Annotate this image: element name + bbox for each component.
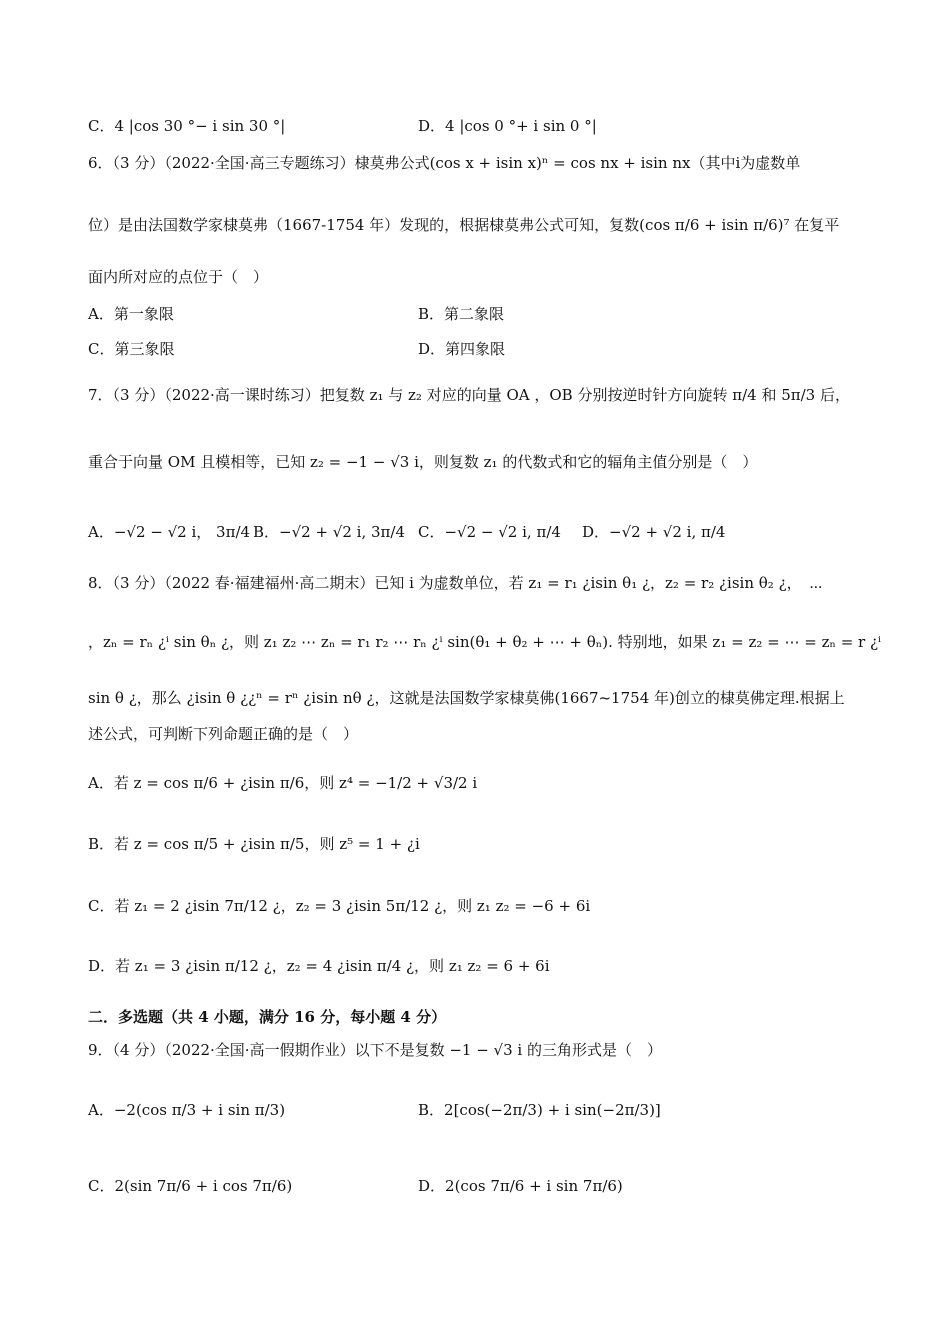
q5-option-c: C．4 |cos 30 °− i sin 30 °| xyxy=(88,117,286,135)
q6-stem-line1: 6．（3 分）（2022·全国·高三专题练习）棣莫弗公式(cos x + isin x)ⁿ = cos nx + isin nx（其中i为虚数单 xyxy=(88,154,801,172)
q9-option-d: D．2(cos 7π/6 + i sin 7π/6) xyxy=(418,1177,623,1195)
q9-option-b: B．2[cos(−2π/3) + i sin(−2π/3)] xyxy=(418,1101,661,1119)
q7-option-c: C．−√2 − √2 i, π/4 xyxy=(418,523,561,541)
q6-option-b: B．第二象限 xyxy=(418,305,505,323)
q9-option-a: A．−2(cos π/3 + i sin π/3) xyxy=(88,1101,286,1119)
q6-option-d: D．第四象限 xyxy=(418,340,506,358)
q5-option-d: D．4 |cos 0 °+ i sin 0 °| xyxy=(418,117,597,135)
q7-stem-line1: 7．（3 分）（2022·高一课时练习）把复数 z₁ 与 z₂ 对应的向量 OA ，OB 分别按逆时针方向旋转 π/4 和 5π/3 后， xyxy=(88,386,850,404)
q7-option-a: A．−√2 − √2 i， 3π/4 xyxy=(88,523,251,541)
q8-option-a: A．若 z = cos π/6 + ¿isin π/6，则 z⁴ = −1/2 + √3/2 i xyxy=(88,774,478,792)
section-heading-multiple-choice: 二．多选题（共 4 小题，满分 16 分，每小题 4 分） xyxy=(88,1008,447,1026)
q7-option-b: B．−√2 + √2 i, 3π/4 xyxy=(253,523,405,541)
q7-stem-line2: 重合于向量 OM 且模相等，已知 z₂ = −1 − √3 i，则复数 z₁ 的代数式和它的辐角主值分别是（ ） xyxy=(88,453,758,471)
q6-option-a: A．第一象限 xyxy=(88,305,174,323)
q6-stem-line3: 面内所对应的点位于（ ） xyxy=(88,268,269,286)
q6-stem-line2: 位）是由法国数学家棣莫弗（1667-1754 年）发现的，根据棣莫弗公式可知，复数(cos π/6 + isin π/6)⁷ 在复平 xyxy=(88,216,840,234)
q8-option-b: B．若 z = cos π/5 + ¿isin π/5，则 z⁵ = 1 + ¿i xyxy=(88,835,420,853)
q8-stem-line4: 述公式，可判断下列命题正确的是（ ） xyxy=(88,725,359,743)
q8-stem-line1: 8．（3 分）（2022 春·福建福州·高二期末）已知 i 为虚数单位，若 z₁ = r₁ ¿isin θ₁ ¿，z₂ = r₂ ¿isin θ₂ ¿， ⋯ xyxy=(88,574,823,592)
q8-stem-line2: ，zₙ = rₙ ¿ⁱ sin θₙ ¿，则 z₁ z₂ ⋯ zₙ = r₁ r₂ ⋯ rₙ ¿ⁱ sin(θ₁ + θ₂ + ⋯ + θₙ). 特别地，如果 z₁ = z₂ = ⋯ = zₙ = r ¿ⁱ xyxy=(88,633,882,651)
q8-option-d: D．若 z₁ = 3 ¿isin π/12 ¿，z₂ = 4 ¿isin π/4 ¿，则 z₁ z₂ = 6 + 6i xyxy=(88,957,550,975)
q6-option-c: C．第三象限 xyxy=(88,340,175,358)
q7-option-d: D．−√2 + √2 i, π/4 xyxy=(582,523,726,541)
q8-option-c: C．若 z₁ = 2 ¿isin 7π/12 ¿，z₂ = 3 ¿isin 5π/12 ¿，则 z₁ z₂ = −6 + 6i xyxy=(88,897,591,915)
q9-stem-line1: 9．（4 分）（2022·全国·高一假期作业）以下不是复数 −1 − √3 i 的三角形式是（ ） xyxy=(88,1041,662,1059)
q8-stem-line3: sin θ ¿，那么 ¿isin θ ¿¿ⁿ = rⁿ ¿isin nθ ¿，这就是法国数学家棣莫佛(1667~1754 年)创立的棣莫佛定理.根据上 xyxy=(88,689,845,707)
q9-option-c: C．2(sin 7π/6 + i cos 7π/6) xyxy=(88,1177,293,1195)
